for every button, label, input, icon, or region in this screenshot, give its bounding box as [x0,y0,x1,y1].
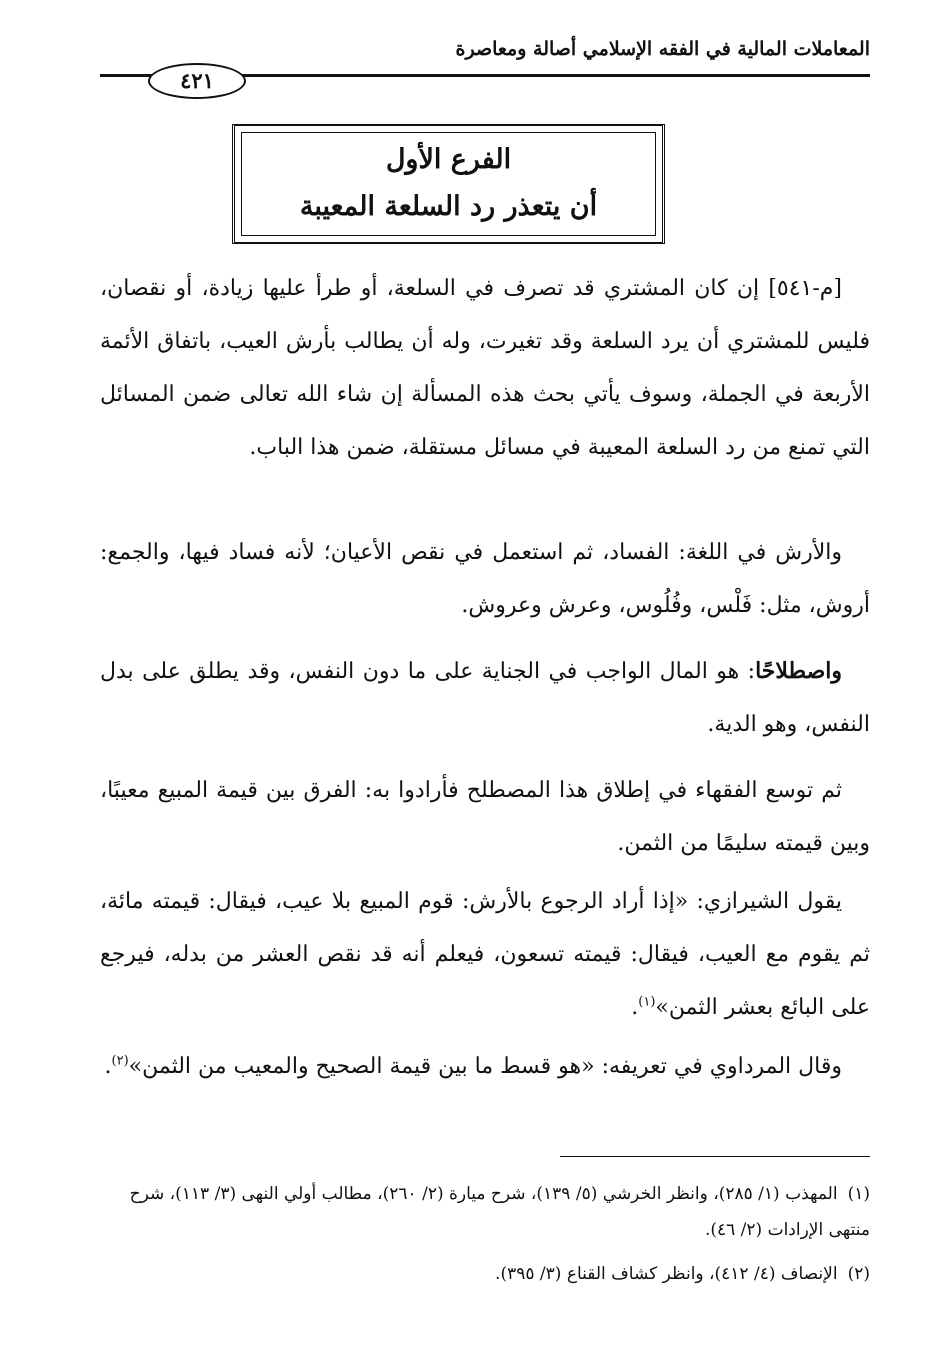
footnote-2-number: (٢) [847,1264,870,1284]
section-title-box [232,124,665,244]
paragraph-2: والأرش في اللغة: الفساد، ثم استعمل في نقص الأعيان؛ لأنه فساد فيها، والجمع: أروش، مثل: فَلْس، وفُلُوس، وعرش وعروش. [100,540,870,618]
section-title-line2: أن يتعذر رد السلعة المعيبة [299,191,598,222]
running-title: المعاملات المالية في الفقه الإسلامي أصالة ومعاصرة [455,38,870,60]
term-lead: واصطلاحًا [755,658,842,684]
page-number: ٤٢١ [148,63,246,99]
paragraph-6-end: . [104,1054,112,1079]
paragraph-5-end: . [631,995,639,1020]
footnote-rule [560,1156,870,1157]
paragraph-6 [100,1040,870,1093]
footnote-2 [100,1256,870,1292]
paragraph-5 [100,875,870,1034]
paragraph-1: [م-٥٤١] إن كان المشتري قد تصرف في السلعة، أو طرأ عليها زيادة، أو نقصان، فليس للمشتري أن يرد السلعة وقد تغيرت، وله أن يطالب بأرش العيب، باتفاق الأئمة الأربعة في الجملة، وسوف يأتي بحث هذه المسألة إن شاء الله تعالى ضمن المسائل التي تمنع من رد السلعة المعيبة في مسائل مستقلة، ضمن هذا الباب. [100,276,870,460]
footnote-1 [100,1176,870,1248]
paragraph-3-text: : هو المال الواجب في الجناية على ما دون النفس، وقد يطلق على بدل النفس، وهو الدية. [100,659,870,737]
footnote-ref-2[interactable]: (٢) [111,1053,129,1069]
footnote-2-text: الإنصاف (٤/ ٤١٢)، وانظر كشاف القناع (٣/ ٣٩٥). [495,1264,838,1284]
footnote-ref-1[interactable]: (١) [638,994,656,1010]
paragraph-5-text: يقول الشيرازي: «إذا أراد الرجوع بالأرش: قوم المبيع بلا عيب، فيقال: قيمته مائة، ثم يقوم مع العيب، فيقال: قيمته تسعون، فيعلم أنه قد نقص العشر من بدله، فيرجع على البائع بعشر الثمن» [100,889,870,1020]
section-title-line1: الفرع الأول [385,144,512,175]
footnote-1-text: المهذب (١/ ٢٨٥)، وانظر الخرشي (٥/ ١٣٩)، شرح ميارة (٢/ ٢٦٠)، مطالب أولي النهى (٣/ ١١٣)، شرح منتهى الإرادات (٢/ ٤٦). [129,1184,870,1240]
paragraph-4: ثم توسع الفقهاء في إطلاق هذا المصطلح فأرادوا به: الفرق بين قيمة المبيع معيبًا، وبين قيمته سليمًا من الثمن. [100,778,870,856]
footnote-1-number: (١) [847,1184,870,1204]
paragraph-3 [100,645,870,751]
paragraph-6-text: وقال المرداوي في تعريفه: «هو قسط ما بين قيمة الصحيح والمعيب من الثمن» [128,1054,842,1079]
